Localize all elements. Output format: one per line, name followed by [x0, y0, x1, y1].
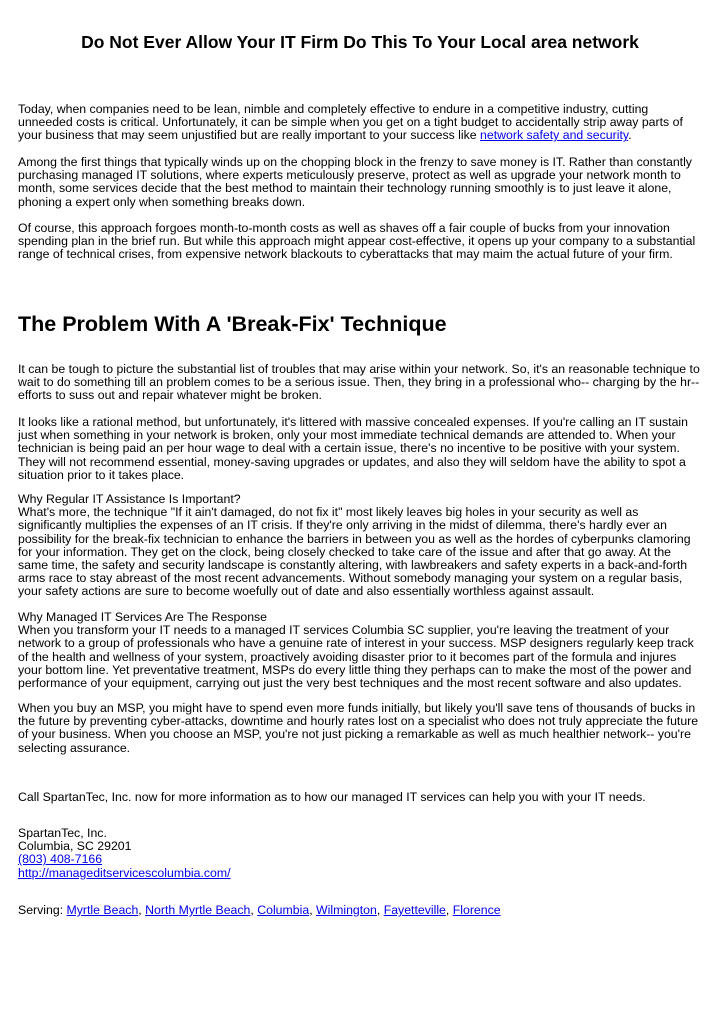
area-link-columbia[interactable]: Columbia [257, 903, 310, 917]
serving-line [18, 904, 702, 917]
msp-paragraph: When you buy an MSP, you might have to spend even more funds initially, but likely you'll save tens of thousands of bucks in the future by preventing cyber-attacks, downtime and hourly rates lost on a specialist who does not truly appreciate the future of your business. When you choose an MSP, you're not just picking a remarkable as well as much healthier network-- you're selecting assurance. [18, 701, 699, 755]
phone-link[interactable]: (803) 408-7166 [18, 852, 103, 867]
subheading-regular-it: Why Regular IT Assistance Is Important? [18, 492, 241, 506]
area-link-myrtle-beach[interactable]: Myrtle Beach [66, 903, 139, 917]
intro-text: Today, when companies need to be lean, nimble and completely effective to endure in a competitive industry, cutting unneeded costs is critical. Unfortunately, it can be simple when you get on a tight budget to accidentally strip away parts of your business that may seem unjustified but are really important to your success like [18, 102, 683, 143]
company-city: Columbia, SC 29201 [18, 839, 132, 854]
intro-paragraph-2: Among the first things that typically winds up on the chopping block in the frenzy to save money is IT. Rather than constantly purchasing managed IT solutions, where experts meticulously preserve, protect as well as upgrade your network month to month, some services decide that the best method to maintain their technology running smoothly is to just leave it alone, phoning a expert only when something breaks down. [18, 155, 692, 209]
page-title: Do Not Ever Allow Your IT Firm Do This To Your Local area network [81, 32, 639, 52]
managed-it-paragraph: When you transform your IT needs to a managed IT services Columbia SC supplier, you're leaving the treatment of your network to a group of professionals who have a genuine rate of interest in your success. MSP designers regularly keep track of the health and wellness of your system, proactively avoiding disaster prior to it becomes part of the formula and injures your bottom line. Yet preventative treatment, MSPs do every little thing they perhaps can to make the most of the power and performance of your equipment, carrying out just the very best techniques and the most recent software and also updates. [18, 623, 694, 691]
website-link[interactable]: http://manageditservicescolumbia.com/ [18, 865, 231, 880]
intro-paragraph-1 [18, 103, 702, 143]
separator: , [376, 903, 384, 917]
managed-it-section [18, 611, 702, 690]
separator: , [138, 903, 146, 917]
area-link-fayetteville[interactable]: Fayetteville [383, 903, 446, 917]
regular-it-section [18, 493, 702, 599]
area-link-north-myrtle-beach[interactable]: North Myrtle Beach [145, 903, 251, 917]
separator: , [445, 903, 453, 917]
section-paragraph-2: It looks like a rational method, but unfortunately, it's littered with massive concealed expenses. If you're calling an IT sustain just when something in your network is broken, only your most immediate technical demands are attended to. When your technician is being paid an per hour wage to deal with a certain issue, there's no incentive to be positive with your system. They will not recommend essential, money-saving upgrades or updates, and also they will seldom have the ability to spot a situation prior to it takes place. [18, 415, 688, 482]
intro-paragraph-3: Of course, this approach forgoes month-to-month costs as well as shaves off a fair couple of bucks from your innovation spending plan in the brief run. But while this approach might appear cost-effective, it opens up your company to a substantial range of technical crises, from expensive network blackouts to cyberattacks that may maim the actual future of your firm. [18, 221, 696, 262]
network-security-link[interactable]: network safety and security [480, 128, 629, 143]
company-name: SpartanTec, Inc. [18, 826, 107, 840]
section-paragraph-1: It can be tough to picture the substantial list of troubles that may arise within your network. So, it's an reasonable technique to wait to do something till an problem comes to be a serious issue. Then, they bring in a professional who-- charging by the hr-- efforts to suss out and repair whatever might be broken. [18, 362, 700, 403]
regular-it-paragraph: What's more, the technique "If it ain't damaged, do not fix it" most likely leaves big holes in your security as well as significantly multiplies the expenses of an IT crisis. If they're only arriving in the midst of dilemma, there's hardly ever an possibility for the break-fix technician to enhance the barriers in between you as well as the hordes of cyberpunks clamoring for your information. They get on the clock, being closely checked to take care of the issue and after that go away. At the same time, the safety and security landscape is constantly altering, with lawbreakers and safety experts in a back-and-forth arms race to stay abreast of the most recent advancements. Without somebody managing your system on a regular basis, your safety actions are sure to become woefully out of date and also essentially worthless against assault. [18, 505, 691, 599]
separator: , [309, 903, 317, 917]
call-to-action: Call SpartanTec, Inc. now for more information as to how our managed IT services can help you with your IT needs. [18, 790, 646, 804]
contact-block [18, 827, 702, 880]
separator: , [250, 903, 258, 917]
subheading-managed-it: Why Managed IT Services Are The Response [18, 610, 268, 624]
section-heading: The Problem With A 'Break-Fix' Technique [18, 312, 447, 336]
serving-label: Serving: [18, 903, 67, 917]
area-link-florence[interactable]: Florence [452, 903, 501, 917]
area-link-wilmington[interactable]: Wilmington [316, 903, 377, 917]
intro-period: . [628, 128, 632, 143]
